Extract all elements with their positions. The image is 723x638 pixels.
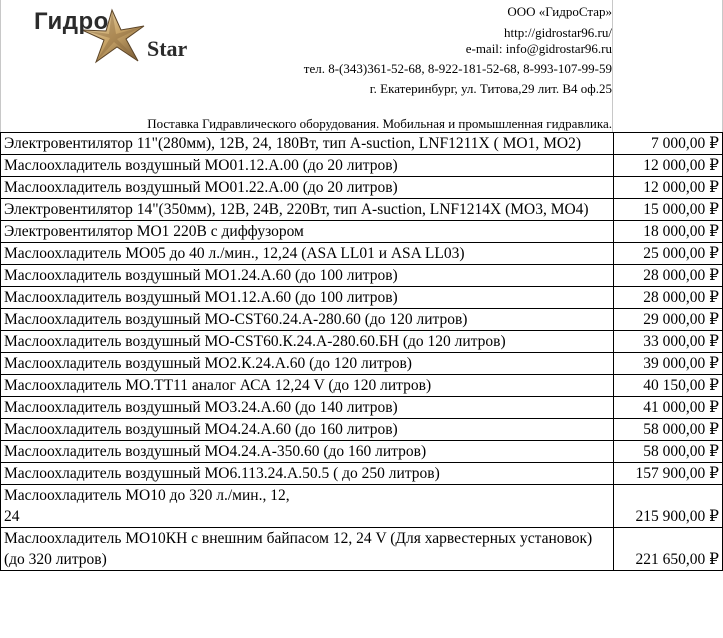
product-name-cell: Электровентилятор МО1 220В с диффузором [1, 221, 614, 243]
table-row [1, 221, 723, 243]
product-price-cell: 33 000,00 ₽ [614, 331, 723, 353]
product-price-cell: 215 900,00 ₽ [614, 485, 723, 528]
product-price-cell: 25 000,00 ₽ [614, 243, 723, 265]
product-name-cell: Маслоохладитель воздушный МО-CST60.К.24.А-280.60.БН (до 120 литров) [1, 331, 614, 353]
product-price-cell: 29 000,00 ₽ [614, 309, 723, 331]
website-link[interactable]: http://gidrostar96.ru/ [504, 25, 612, 40]
phone-text: тел. 8-(343)361-52-68, 8-922-181-52-68, 8-993-107-99-59 [303, 61, 612, 76]
table-row [1, 331, 723, 353]
table-row [1, 265, 723, 287]
column-gridline [612, 0, 613, 132]
table-row [1, 528, 723, 571]
product-price-cell: 221 650,00 ₽ [614, 528, 723, 571]
product-price-cell: 28 000,00 ₽ [614, 265, 723, 287]
product-name-cell: Маслоохладитель воздушный МО2.К.24.А.60 (до 120 литров) [1, 353, 614, 375]
product-price-cell: 58 000,00 ₽ [614, 441, 723, 463]
product-price-cell: 7 000,00 ₽ [614, 133, 723, 155]
table-row [1, 397, 723, 419]
product-name-cell: Маслоохладитель воздушный МО-CST60.24.А-280.60 (до 120 литров) [1, 309, 614, 331]
product-name-cell: Маслоохладитель воздушный МО4.24.А-350.60 (до 160 литров) [1, 441, 614, 463]
table-row [1, 353, 723, 375]
product-price-cell: 15 000,00 ₽ [614, 199, 723, 221]
table-row [1, 441, 723, 463]
table-row [1, 287, 723, 309]
table-row [1, 375, 723, 397]
email-text: e-mail: info@gidrostar96.ru [465, 41, 612, 56]
table-row [1, 309, 723, 331]
product-price-cell: 28 000,00 ₽ [614, 287, 723, 309]
product-name-cell: Маслоохладитель воздушный МО01.12.А.00 (до 20 литров) [1, 155, 614, 177]
product-name-cell: Электровентилятор 11"(280мм), 12В, 24, 180Вт, тип А-suction, LNF1211X ( МО1, МО2) [1, 133, 614, 155]
product-name-cell: Маслоохладитель воздушный МО1.24.А.60 (до 100 литров) [1, 265, 614, 287]
product-price-cell: 12 000,00 ₽ [614, 155, 723, 177]
company-logo [20, 6, 198, 70]
product-price-cell: 39 000,00 ₽ [614, 353, 723, 375]
table-row [1, 243, 723, 265]
supply-description: Поставка Гидравлического оборудования. Мобильная и промышленная гидравлика. [147, 116, 612, 131]
table-row [1, 177, 723, 199]
table-row [1, 155, 723, 177]
product-price-cell: 157 900,00 ₽ [614, 463, 723, 485]
logo-word-2: Star [147, 36, 188, 61]
product-name-cell: Маслоохладитель воздушный МО6.113.24.А.50.5 ( до 250 литров) [1, 463, 614, 485]
price-table [0, 132, 723, 571]
table-row [1, 463, 723, 485]
product-price-cell: 58 000,00 ₽ [614, 419, 723, 441]
column-gridline [0, 0, 1, 132]
product-price-cell: 40 150,00 ₽ [614, 375, 723, 397]
table-row [1, 199, 723, 221]
address-text: г. Екатеринбург, ул. Титова,29 лит. В4 оф.25 [369, 81, 612, 96]
product-price-cell: 12 000,00 ₽ [614, 177, 723, 199]
product-name-cell: Маслоохладитель воздушный МО4.24.А.60 (до 160 литров) [1, 419, 614, 441]
product-name-cell: Электровентилятор 14"(350мм), 12В, 24В, 220Вт, тип А-suction, LNF1214X (МО3, МО4) [1, 199, 614, 221]
product-name-cell: Маслоохладитель МО10 до 320 л./мин., 12, 24 [1, 485, 614, 528]
product-name-cell: Маслоохладитель воздушный МО3.24.А.60 (до 140 литров) [1, 397, 614, 419]
logo-word-1: Гидро [34, 8, 109, 35]
product-price-cell: 18 000,00 ₽ [614, 221, 723, 243]
table-row [1, 485, 723, 528]
product-name-cell: Маслоохладитель воздушный МО01.22.А.00 (до 20 литров) [1, 177, 614, 199]
product-name-cell: Маслоохладитель МО.ТТ11 аналог АСА 12,24 V (до 120 литров) [1, 375, 614, 397]
product-name-cell: Маслоохладитель МО10КН с внешним байпасом 12, 24 V (Для харвестерных установок) (до 320 литров) [1, 528, 614, 571]
product-name-cell: Маслоохладитель МО05 до 40 л./мин., 12,24 (ASA LL01 и ASA LL03) [1, 243, 614, 265]
table-row [1, 419, 723, 441]
price-table-body [1, 133, 723, 571]
table-row [1, 133, 723, 155]
product-name-cell: Маслоохладитель воздушный МО1.12.А.60 (до 100 литров) [1, 287, 614, 309]
product-price-cell: 41 000,00 ₽ [614, 397, 723, 419]
company-name: ООО «ГидроСтар» [507, 4, 612, 19]
